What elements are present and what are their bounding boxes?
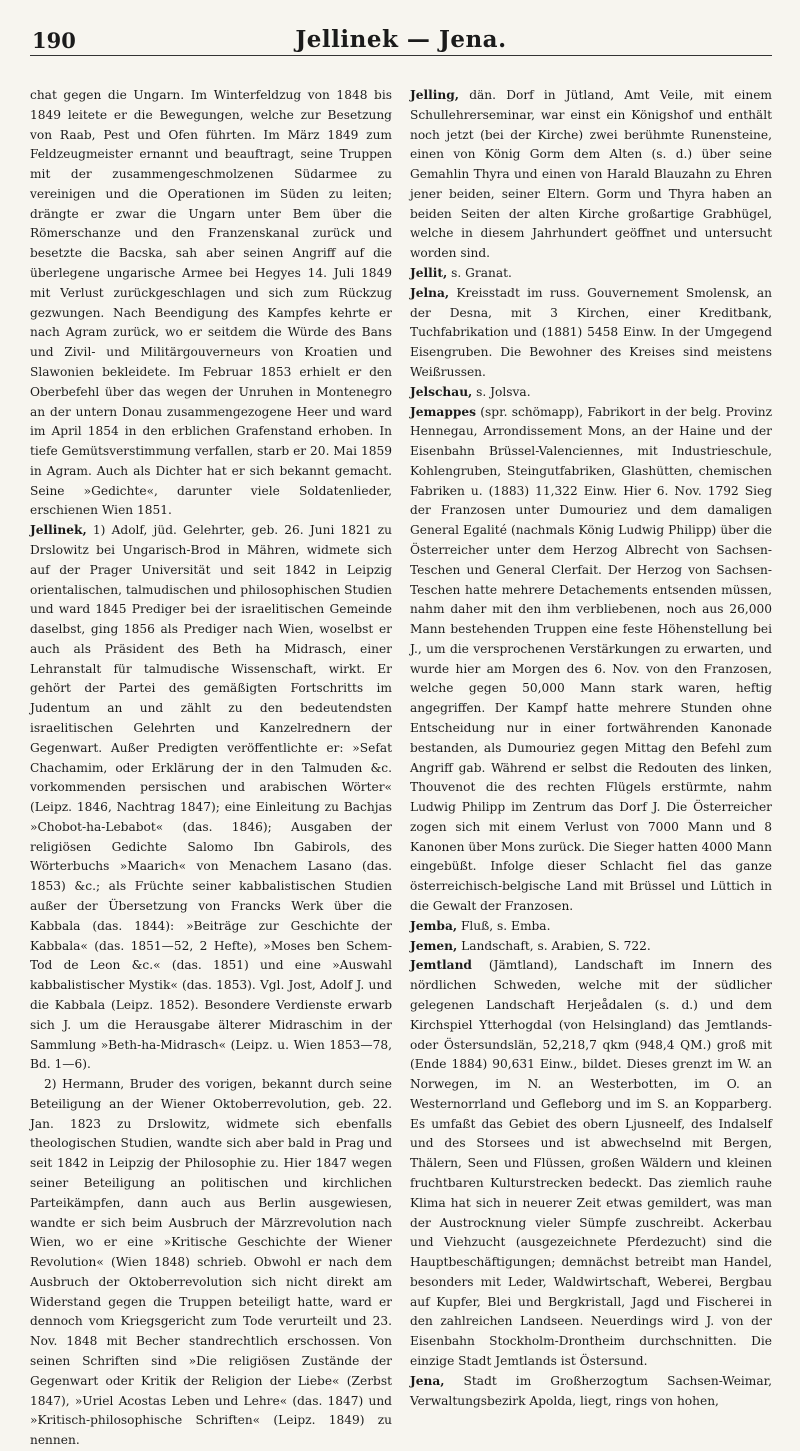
right-column <box>410 86 772 1408</box>
page-number: 190 <box>32 28 76 53</box>
left-column <box>30 86 392 1448</box>
entry-headword: Jemtland <box>410 958 472 973</box>
entry-text: s. Granat. <box>447 266 512 281</box>
entry-text: Landschaft, s. Arabien, S. 722. <box>457 938 651 953</box>
entry-headword: Jemappes <box>410 404 476 419</box>
dictionary-entry <box>30 521 392 1075</box>
entry-text: chat gegen die Ungarn. Im Winterfeldzug von 1848 bis 1849 leitete er die Bewegungen, welche zur Besetzung von Raab, Pest und Ofen führten. Im März 1849 zum Feldzeugmeister ernannt und beauftragt, seine Truppen mit der zusammengeschmolzenen Südarmee zu vereinigen und die Operationen im Süden zu leiten; drängte er zwar die Ungarn unter Bem über die Römerschanze und den Franzenskanal zurück und besetzte die Bacska, sah aber seinen Angriff auf die überlegene ungarische Armee bei Hegyes 14. Juli 1849 mit Verlust zurückgeschlagen und sich zum Rückzug gezwungen. Nach Beendigung des Kampfes kehrte er nach Agram zurück, wo er seitdem die Würde des Bans und Zivil- und Militärgouverneurs von Kroatien und Slawonien bekleidete. Im Februar 1853 erhielt er den Oberbefehl über das wegen der Unruhen in Montenegro an der untern Donau zusammengezogene Heer und ward im April 1854 in den erblichen Grafenstand erhoben. In tiefe Gemütsverstimmung verfallen, starb er 20. Mai 1859 in Agram. Auch als Dichter hat er sich bekannt gemacht. Seine »Gedichte«, darunter viele Soldatenlieder, erschienen Wien 1851. <box>30 88 392 518</box>
header-rule <box>30 55 772 56</box>
dictionary-entry <box>410 383 772 403</box>
entry-text: Kreisstadt im russ. Gouvernement Smolensk, an der Desna, mit 3 Kirchen, einer Kreditbank, Tuchfabrikation und (1881) 5458 Einw. In der Umgegend Eisengruben. Die Bewohner des Kreises sind meistens Weißrussen. <box>410 285 772 379</box>
entry-text: s. Jolsva. <box>472 384 531 399</box>
dictionary-entry <box>410 956 772 1371</box>
dictionary-entry <box>410 1372 772 1412</box>
entry-headword: Jemba, <box>410 918 458 933</box>
entry-headword: Jelna, <box>410 285 450 300</box>
entry-text: 1) Adolf, jüd. Gelehrter, geb. 26. Juni 1821 zu Drslowitz bei Ungarisch-Brod in Mähren, widmete sich auf der Prager Universität und seit 1842 in Leipzig orientalischen, talmudischen und philosophischen Studien und ward 1845 Prediger bei der israelitischen Gemeinde daselbst, ging 1856 als Prediger nach Wien, woselbst er auch als Präsident des Beth ha Midrasch, einer Lehranstalt für talmudische Wissenschaft, wirkt. Er gehört der Partei des gemäßigten Fortschritts im Judentum an und zählt zu den bedeutendsten israelitischen Gelehrten und Kanzelrednern der Gegenwart. Außer Predigten veröffentlichte er: »Sefat Chachamim, oder Erklärung der in den Talmuden &c. vorkommenden persischen und arabischen Wörter« (Leipz. 1846, Nachtrag 1847); eine Einleitung zu Bachjas »Chobot-ha-Lebabot« (das. 1846); Ausgaben der religiösen Gedichte Salomo Ibn Gabirols, des Wörterbuchs »Maarich« von Menachem Lasano (das. 1853) &c.; als Früchte seiner kabbalistischen Studien außer der Übersetzung von Francks Werk über die Kabbala (das. 1844): »Beiträge zur Geschichte der Kabbala« (das. 1851—52, 2 Hefte), »Moses ben Schem-Tod de Leon &c.« (das. 1851) und eine »Auswahl kabbalistischer Mystik« (das. 1853). Vgl. Jost, Adolf J. und die Kabbala (Leipz. 1852). Besondere Verdienste erwarb sich J. um die Herausgabe älterer Midraschim in der Sammlung »Beth-ha-Midrasch« (Leipz. u. Wien 1853—78, Bd. 1—6). <box>30 523 392 1072</box>
dictionary-entry <box>410 403 772 917</box>
dictionary-entry <box>410 264 772 284</box>
entry-headword: Jellinek, <box>30 523 87 538</box>
entry-headword: Jena, <box>410 1373 445 1388</box>
entry-paragraph <box>30 1075 392 1451</box>
entry-text: (spr. schömapp), Fabrikort in der belg. Provinz Hennegau, Arrondissement Mons, an der Haine und der Eisenbahn Brüssel-Valenciennes, mit Industrieschule, Kohlengruben, Steingutfabriken, Glashütten, chemischen Fabriken u. (1883) 11,322 Einw. Hier 6. Nov. 1792 Sieg der Franzosen unter Dumouriez und dem damaligen General Egalité (nachmals König Ludwig Philipp) über die Österreicher unter dem Herzog Albrecht von Sachsen-Teschen und General Clerfait. Der Herzog von Sachsen-Teschen hatte mehrere Detachements entsenden müssen, nahm daher mit den ihm verbliebenen, noch aus 26,000 Mann bestehenden Truppen eine feste Höhenstellung bei J., um die versprochenen Verstärkungen zu erwarten, und wurde hier am Morgen des 6. Nov. von den Franzosen, welche gegen 50,000 Mann stark waren, heftig angegriffen. Der Kampf hatte mehrere Stunden ohne Entscheidung nur in einer fortwährenden Kanonade bestanden, als Dumouriez gegen Mittag den Befehl zum Angriff gab. Während er selbst die Redouten des linken, Thouvenot die des rechten Flügels erstürmte, nahm Ludwig Philipp im Zentrum das Dorf J. Die Österreicher zogen sich mit einem Verlust von 7000 Mann und 8 Kanonen über Mons zurück. Die Sieger hatten 4000 Mann eingebüßt. Infolge dieser Schlacht fiel das ganze österreichisch-belgische Land mit Brüssel und Lüttich in die Gewalt der Franzosen. <box>410 404 772 914</box>
running-head: Jellinek — Jena. <box>295 26 507 53</box>
page-header <box>30 22 772 56</box>
entry-text: dän. Dorf in Jütland, Amt Veile, mit einem Schullehrerseminar, war einst ein Königshof und enthält noch jetzt (bei der Kirche) zwei berühmte Runensteine, einen von König Gorm dem Alten (s. d.) über seine Gemahlin Thyra und einen von Harald Blauzahn zu Ehren jener beiden, seiner Eltern. Gorm und Thyra haben an beiden Seiten der alten Kirche großartige Grabhügel, welche in diesem Jahrhundert geöffnet und untersucht worden sind. <box>410 88 772 261</box>
entry-headword: Jellit, <box>410 266 448 281</box>
dictionary-entry <box>410 284 772 383</box>
dictionary-entry <box>410 937 772 957</box>
entry-headword: Jelling, <box>410 88 460 102</box>
entry-text: Stadt im Großherzogtum Sachsen-Weimar, Verwaltungsbezirk Apolda, liegt, rings von hohen, <box>410 1373 772 1408</box>
entry-headword: Jemen, <box>410 938 458 953</box>
entry-paragraph <box>30 86 392 521</box>
text-columns <box>30 86 772 1448</box>
entry-text: (Jämtland), Landschaft im Innern des nördlichen Schweden, welche mit der südlicher gelegenen Landschaft Herjeådalen (s. d.) und dem Kirchspiel Ytterhogdal (von Helsingland) das Jemtlands- oder Östersundslän, 52,218,7 qkm (948,4 QM.) groß mit (Ende 1884) 90,631 Einw., bildet. Dieses grenzt im W. an Norwegen, im N. an Westerbotten, im O. an Westernorrland und Gefleborg und im S. an Kopparberg. Es umfaßt das Gebiet des obern Ljusneelf, des Indalself und des Storsees und ist abwechselnd mit Bergen, Thälern, Seen und Flüssen, großen Wäldern und kleinen fruchtbaren Kulturstrecken bedeckt. Das ziemlich rauhe Klima hat sich in neuerer Zeit etwas gemildert, was man der Austrocknung vieler Sümpfe zuschreibt. Ackerbau und Viehzucht (ausgezeichnete Pferdezucht) sind die Hauptbeschäftigungen; demnächst betreibt man Handel, besonders mit Leder, Waldwirtschaft, Weberei, Bergbau auf Kupfer, Blei und Bergkristall, Jagd und Fischerei in den zahlreichen Landseen. Neuerdings wird J. von der Eisenbahn Stockholm-Drontheim durchschnitten. Die einzige Stadt Jemtlands ist Östersund. <box>410 958 772 1368</box>
dictionary-entry <box>410 86 772 264</box>
entry-text: 2) Hermann, Bruder des vorigen, bekannt durch seine Beteiligung an der Wiener Oktoberrevolution, geb. 22. Jan. 1823 zu Drslowitz, widmete sich ebenfalls theologischen Studien, wandte sich aber bald in Prag und seit 1842 in Leipzig der Philosophie zu. Hier 1847 wegen seiner Beteiligung an politischen und kirchlichen Parteikämpfen, dann auch aus Berlin ausgewiesen, wandte er sich beim Ausbruch der Märzrevolution nach Wien, wo er eine »Kritische Geschichte der Wiener Revolution« (Wien 1848) schrieb. Obwohl er nach dem Ausbruch der Oktoberrevolution sich nicht direkt am Widerstand gegen die Truppen beteiligt hatte, ward er dennoch vom Kriegsgericht zum Tode verurteilt und 23. Nov. 1848 mit Becher standrechtlich erschossen. Von seinen Schriften sind »Die religiösen Zustände der Gegenwart oder Kritik der Religion der Liebe« (Zerbst 1847), »Uriel Acostas Leben und Lehre« (das. 1847) und »Kritisch-philosophische Schriften« (Leipz. 1849) zu nennen. <box>30 1077 392 1448</box>
entry-text: Fluß, s. Emba. <box>457 918 551 933</box>
entry-headword: Jelschau, <box>410 384 473 399</box>
dictionary-entry <box>410 917 772 937</box>
